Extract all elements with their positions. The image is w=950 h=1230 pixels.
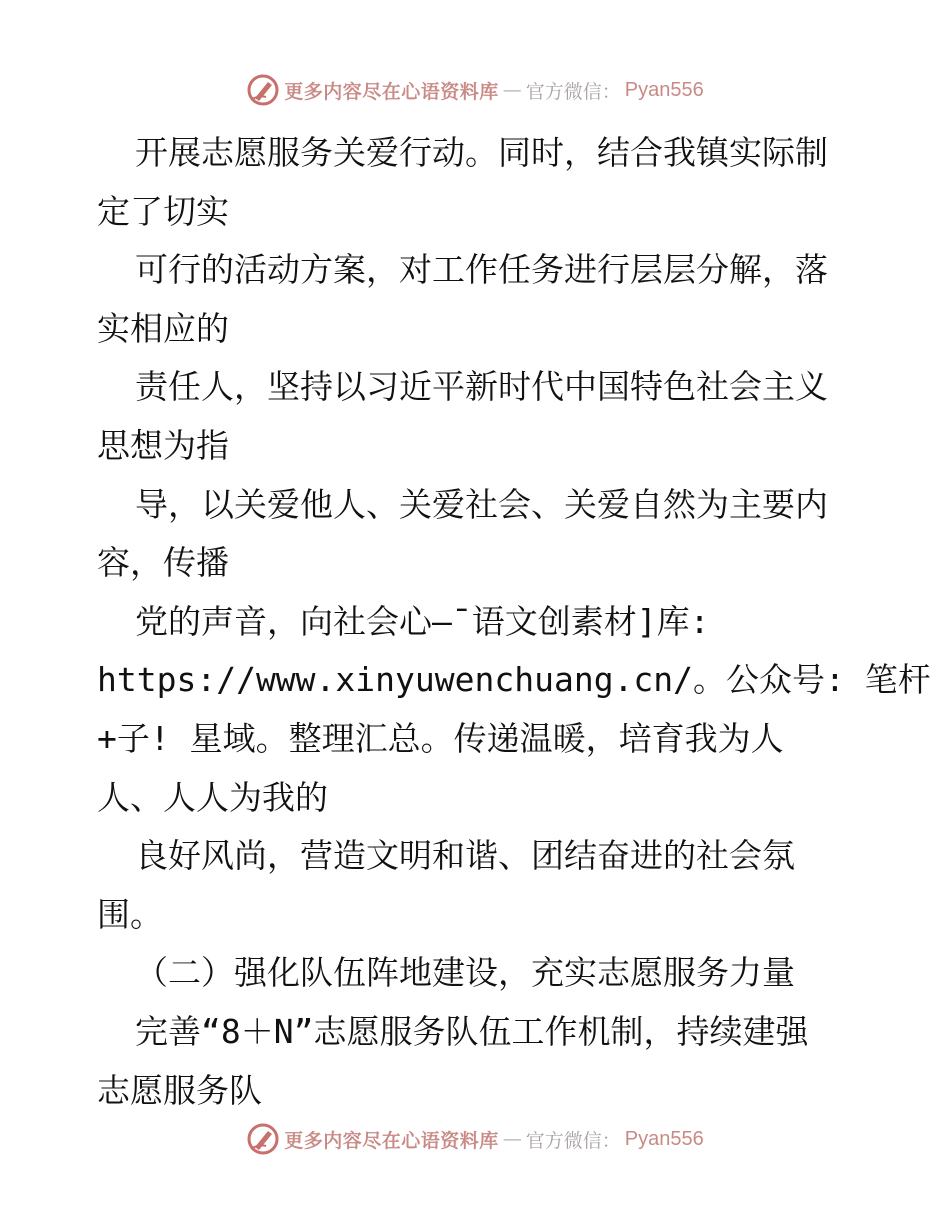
header-banner-account-id: Pyan556 — [624, 78, 704, 101]
body-line: 党的声音，向社会心—¯语文创素材]库: — [135, 601, 710, 641]
body-line: 开展志愿服务关爱行动。同时，结合我镇实际制 — [135, 133, 828, 172]
body-line: 责任人，坚持以习近平新时代中国特色社会主义 — [135, 367, 828, 407]
section-heading: （二）强化队伍阵地建设，充实志愿服务力量 — [135, 953, 795, 993]
footer-watermark-banner — [0, 1119, 950, 1159]
body-line: 导，以关爱他人、关爱社会、关爱自然为主要内 — [135, 484, 828, 524]
body-line: 实相应的 — [97, 308, 229, 348]
body-line: https://www.xinyuwenchuang.cn/。公众号: 笔杆 — [97, 660, 931, 700]
document-body — [97, 124, 931, 1120]
body-line: 容，传播 — [97, 543, 229, 583]
body-line: 可行的活动方案，对工作任务进行层层分解，落 — [135, 250, 828, 290]
pen-nib-logo-icon — [246, 73, 280, 107]
footer-banner-separator: — — [502, 1128, 522, 1150]
pen-nib-logo-icon — [246, 1122, 280, 1156]
body-line: +子! 星域。整理汇总。传递温暖，培育我为人 — [97, 718, 784, 758]
body-line: 人、人人为我的 — [97, 777, 328, 817]
body-line: 定了切实 — [97, 191, 229, 231]
header-watermark-banner — [0, 70, 950, 110]
footer-banner-text: 更多内容尽在心语资料库 — [284, 1129, 499, 1152]
footer-banner-account-id: Pyan556 — [624, 1127, 704, 1150]
body-line: 思想为指 — [97, 425, 229, 465]
header-banner-account-label: 官方微信： — [525, 80, 621, 103]
body-line: 围。 — [97, 894, 163, 934]
body-line: 志愿服务队 — [97, 1070, 262, 1110]
body-line: 良好风尚，营造文明和谐、团结奋进的社会氛 — [135, 836, 795, 876]
header-banner-text: 更多内容尽在心语资料库 — [284, 80, 499, 103]
header-banner-separator: — — [502, 79, 522, 101]
body-line: 完善“8＋N”志愿服务队伍工作机制，持续建强 — [135, 1011, 809, 1051]
footer-banner-account-label: 官方微信： — [525, 1129, 621, 1152]
